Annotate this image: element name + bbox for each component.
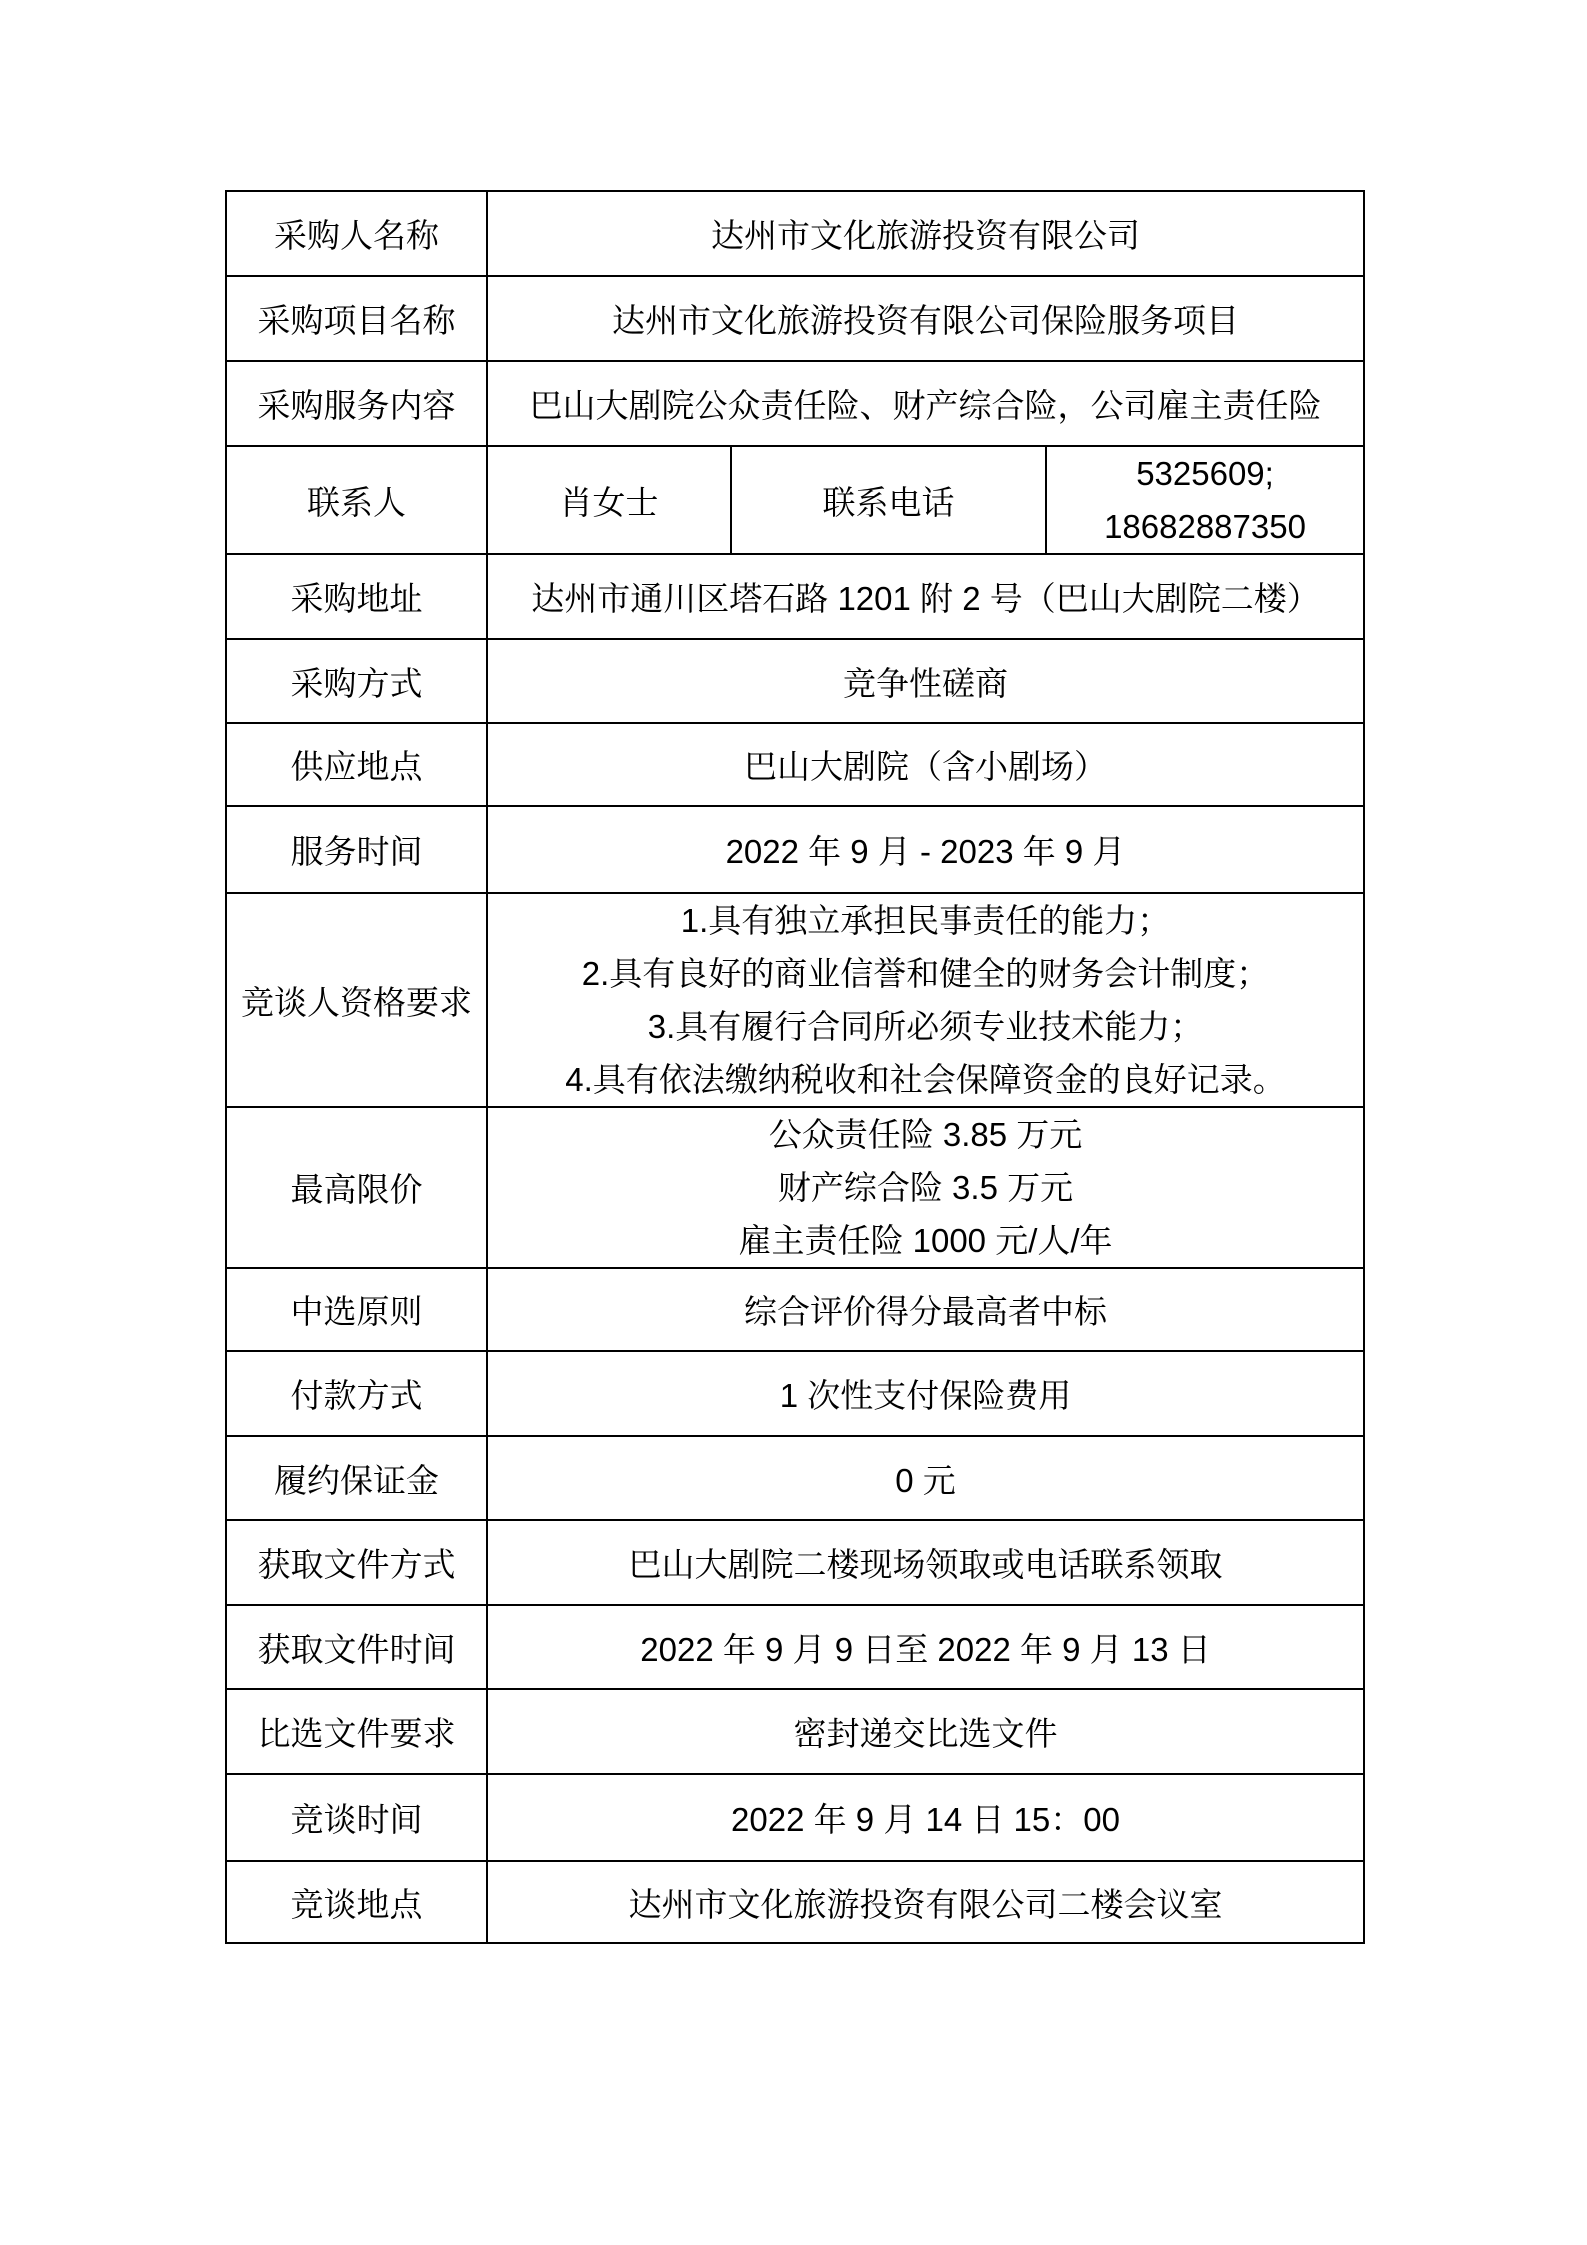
qualification-item: 3.具有履行合同所必须专业技术能力；: [647, 1008, 1204, 1045]
row-value: 竞争性磋商: [487, 639, 1364, 723]
row-label: 竞谈时间: [226, 1774, 487, 1861]
table-row-purchase-method: [226, 639, 1364, 723]
table-row-purchase-address: [226, 554, 1364, 639]
row-label: 服务时间: [226, 806, 487, 893]
table-row-project-name: [226, 276, 1364, 361]
table-row-service-content: [226, 361, 1364, 446]
table-row-supply-location: [226, 723, 1364, 806]
row-value: 密封递交比选文件: [487, 1689, 1364, 1774]
table-row-selection-principle: [226, 1268, 1364, 1351]
table-row-service-period: [226, 806, 1364, 893]
table-row-contact: [226, 446, 1364, 554]
row-value: 巴山大剧院公众责任险、财产综合险，公司雇主责任险: [487, 361, 1364, 446]
row-value: 巴山大剧院（含小剧场）: [487, 723, 1364, 806]
row-value: 2022 年 9 月 9 日至 2022 年 9 月 13 日: [487, 1605, 1364, 1689]
row-value: 达州市文化旅游投资有限公司保险服务项目: [487, 276, 1364, 361]
table-row-document-obtain-method: [226, 1520, 1364, 1605]
table-row-purchaser-name: [226, 191, 1364, 276]
max-price-item: 财产综合险 3.5 万元: [777, 1169, 1074, 1206]
max-price-item: 公众责任险 3.85 万元: [768, 1116, 1083, 1153]
max-price-item: 雇主责任险 1000 元/人/年: [738, 1222, 1113, 1259]
table-row-document-obtain-time: [226, 1605, 1364, 1689]
procurement-info-table: [225, 190, 1365, 1944]
row-value: 综合评价得分最高者中标: [487, 1268, 1364, 1351]
table-row-payment-method: [226, 1351, 1364, 1436]
row-label: 采购项目名称: [226, 276, 487, 361]
row-label: 采购服务内容: [226, 361, 487, 446]
row-value: 巴山大剧院二楼现场领取或电话联系领取: [487, 1520, 1364, 1605]
qualification-item: 2.具有良好的商业信誉和健全的财务会计制度；: [581, 955, 1270, 992]
row-value: 2022 年 9 月 - 2023 年 9 月: [487, 806, 1364, 893]
contact-name-cell: 肖女士: [487, 446, 731, 554]
row-label: 采购人名称: [226, 191, 487, 276]
row-label: 联系人: [226, 446, 487, 554]
phone-line: 18682887350: [1104, 508, 1306, 545]
row-label: 最高限价: [226, 1107, 487, 1268]
row-label: 竞谈人资格要求: [226, 893, 487, 1107]
row-label: 比选文件要求: [226, 1689, 487, 1774]
qualification-item: 1.具有独立承担民事责任的能力；: [680, 902, 1171, 939]
row-value-multiline: [487, 1107, 1364, 1268]
row-value: 达州市通川区塔石路 1201 附 2 号（巴山大剧院二楼）: [487, 554, 1364, 639]
row-label: 获取文件方式: [226, 1520, 487, 1605]
table-row-negotiation-time: [226, 1774, 1364, 1861]
table-row-bid-document-requirement: [226, 1689, 1364, 1774]
row-value: 达州市文化旅游投资有限公司: [487, 191, 1364, 276]
phone-line: 5325609;: [1136, 455, 1274, 492]
table-row-negotiation-location: [226, 1861, 1364, 1943]
row-label: 获取文件时间: [226, 1605, 487, 1689]
row-label: 采购地址: [226, 554, 487, 639]
qualification-item: 4.具有依法缴纳税收和社会保障资金的良好记录。: [565, 1061, 1286, 1098]
row-label: 供应地点: [226, 723, 487, 806]
row-value-multiline: [487, 893, 1364, 1107]
row-value: 达州市文化旅游投资有限公司二楼会议室: [487, 1861, 1364, 1943]
contact-phone-label-cell: 联系电话: [731, 446, 1046, 554]
row-label: 中选原则: [226, 1268, 487, 1351]
contact-phone-cell: [1046, 446, 1364, 554]
table-row-performance-bond: [226, 1436, 1364, 1520]
table-row-qualification-requirements: [226, 893, 1364, 1107]
row-value: 0 元: [487, 1436, 1364, 1520]
row-label: 采购方式: [226, 639, 487, 723]
row-label: 竞谈地点: [226, 1861, 487, 1943]
row-value: 2022 年 9 月 14 日 15：00: [487, 1774, 1364, 1861]
row-label: 付款方式: [226, 1351, 487, 1436]
row-label: 履约保证金: [226, 1436, 487, 1520]
table-row-max-price: [226, 1107, 1364, 1268]
row-value: 1 次性支付保险费用: [487, 1351, 1364, 1436]
